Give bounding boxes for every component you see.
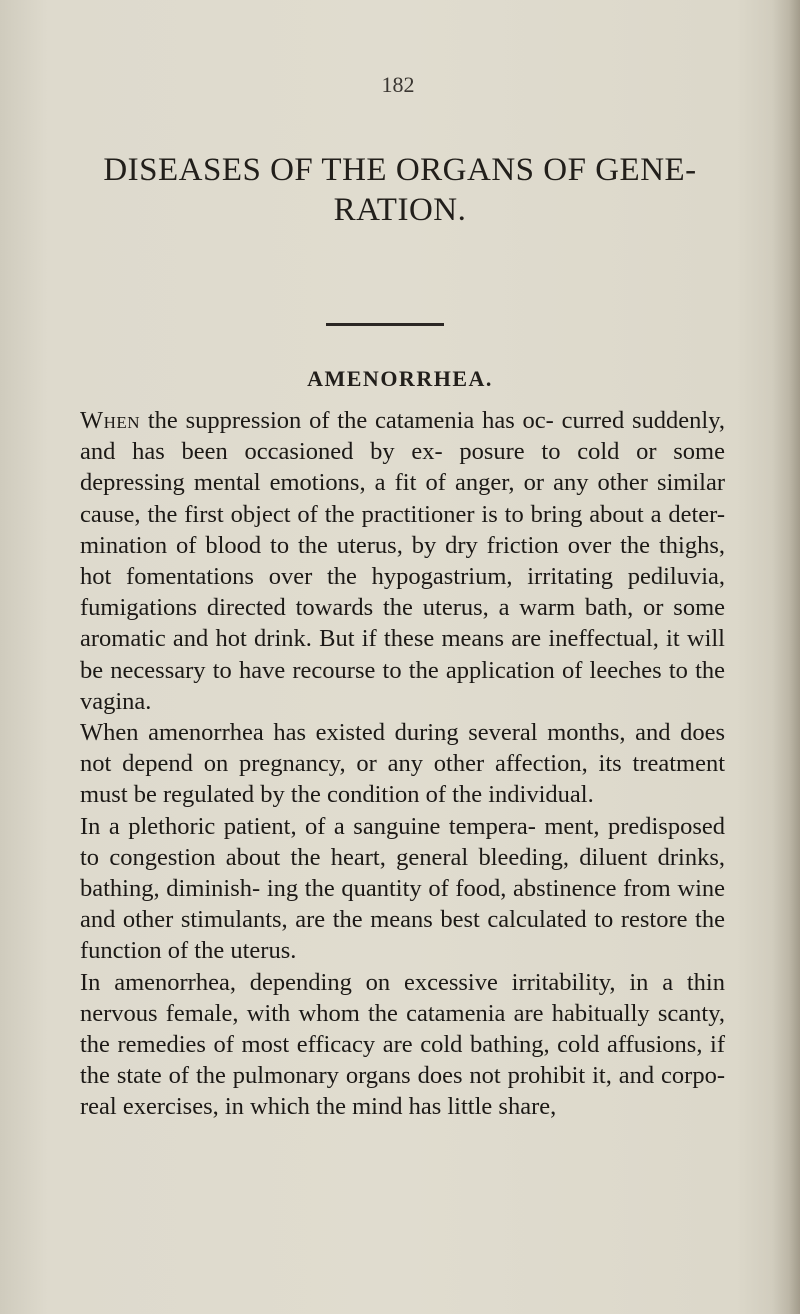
paragraph-text: When amenorrhea has existed during several months, and does not depend on pregnancy, or any other affection, its treatment must be regulated by the condition of the individual. [80, 719, 725, 809]
body-text [80, 405, 725, 1123]
page-number: 182 [381, 72, 415, 97]
page-edge-shadow [772, 0, 800, 1314]
paragraph [80, 405, 725, 717]
title-divider [326, 323, 444, 326]
paragraph-text: the suppression of the catamenia has oc- curred suddenly, and has been occasioned by ex- posure to cold or some depressing mental emotions, a fit of anger, or any other similar cause, the first object of the practitioner is to bring about a deter- mination of blood to the uterus, by dry friction over the thighs, hot fomentations over the hypogastrium, irritating pediluvia, fumigations directed towards the uterus, a warm bath, or some aromatic and hot drink. But if these means are ineffectual, it will be necessary to have recourse to the application of leeches to the vagina. [80, 407, 725, 715]
paragraph [80, 717, 725, 811]
paragraph [80, 967, 725, 1123]
paragraph-lead-word: When [80, 407, 141, 434]
paragraph-text: In amenorrhea, depending on excessive irritability, in a thin nervous female, with whom the catamenia are habitually scanty, the remedies of most efficacy are cold bathing, cold affusions, if the state of the pulmonary organs does not prohibit it, and corpo- real exercises, in which the mind has little share, [80, 968, 725, 1121]
chapter-title: DISEASES OF THE ORGANS OF GENE- RATION. [103, 152, 697, 228]
paragraph-text: In a plethoric patient, of a sanguine tempera- ment, predisposed to congestion about the heart, general bleeding, diluent drinks, bathing, diminish- ing the quantity of food, abstinence from wine and other stimulants, are the means best calculated to restore the function of the uterus. [80, 812, 725, 965]
paragraph [80, 811, 725, 967]
section-heading: AMENORRHEA. [307, 366, 493, 391]
